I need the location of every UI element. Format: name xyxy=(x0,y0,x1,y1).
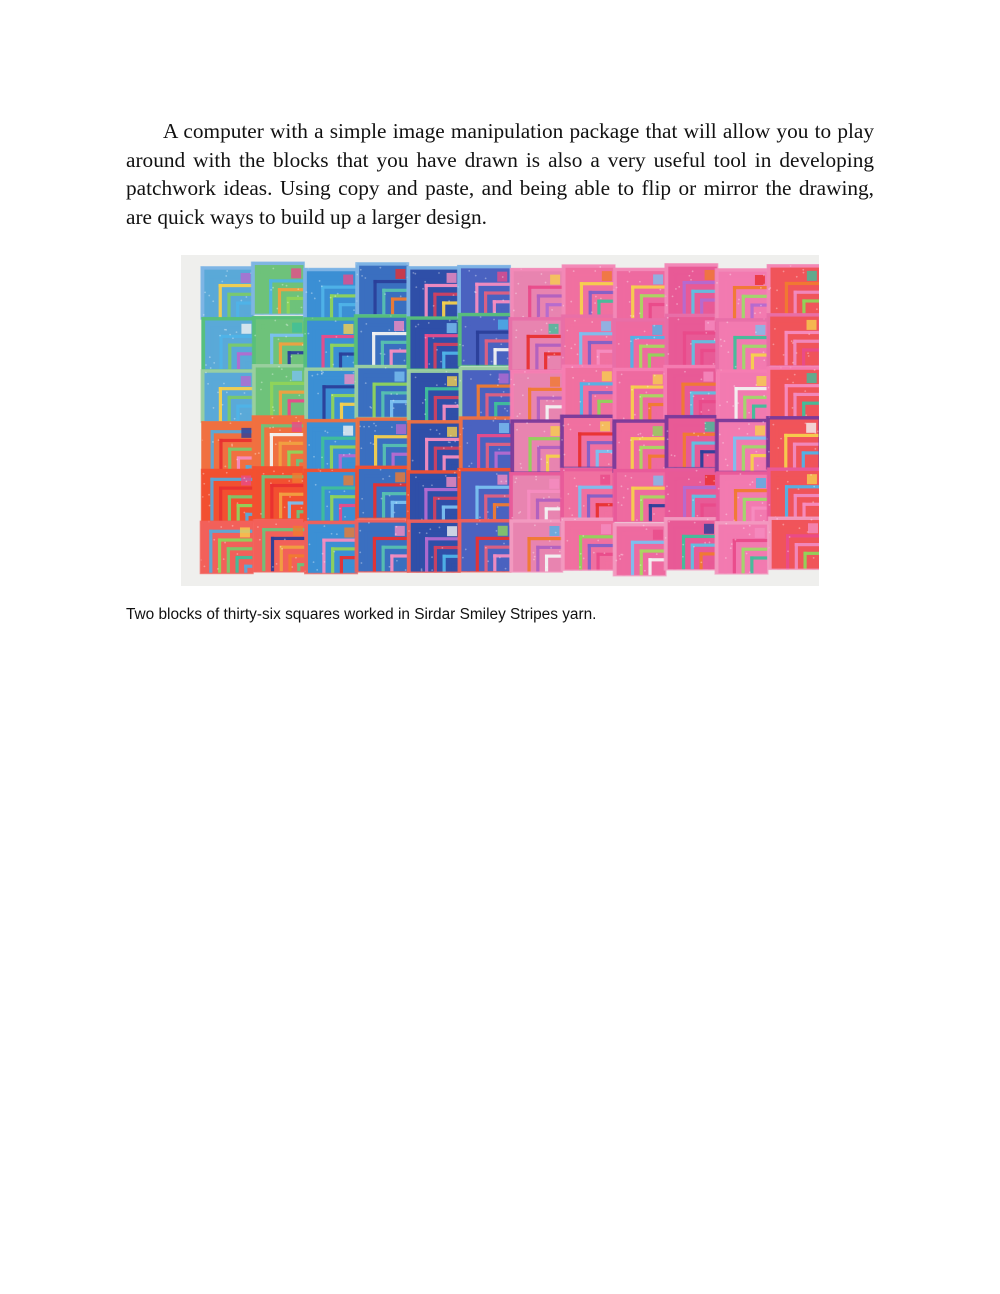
knitted-square xyxy=(457,265,510,318)
knitted-square xyxy=(561,415,614,468)
knitted-square xyxy=(304,469,357,522)
knitted-square xyxy=(613,523,666,576)
knitted-square xyxy=(665,314,718,367)
knitted-square xyxy=(355,519,408,572)
knitted-square xyxy=(665,468,718,521)
knitted-square xyxy=(458,468,511,520)
knitted-square xyxy=(562,365,615,418)
knitted-square xyxy=(767,264,819,317)
knitted-square xyxy=(304,419,357,472)
knitted-square xyxy=(407,470,460,523)
knitted-square xyxy=(716,472,769,525)
knitted-square xyxy=(561,518,614,571)
knitted-square xyxy=(459,367,512,420)
knitted-square xyxy=(716,318,769,371)
knitted-square xyxy=(663,365,716,418)
knitted-square xyxy=(253,316,306,369)
knitted-square xyxy=(613,368,666,421)
knitted-square xyxy=(562,265,615,318)
knitted-square xyxy=(252,416,305,469)
knitted-square xyxy=(562,315,615,368)
patchwork-illustration xyxy=(181,255,819,586)
knitted-square xyxy=(614,469,667,522)
knitted-square xyxy=(200,521,253,574)
knitted-square xyxy=(560,468,613,521)
knitted-square xyxy=(509,317,562,370)
knitted-patchwork-photo xyxy=(181,255,819,586)
knitted-square xyxy=(406,266,459,319)
knitted-square xyxy=(613,318,666,371)
knitted-square xyxy=(355,262,408,315)
knitted-square xyxy=(715,268,768,321)
knitted-square xyxy=(664,517,717,570)
knitted-square xyxy=(355,314,408,367)
knitted-square xyxy=(510,370,563,423)
knitted-square xyxy=(458,519,511,572)
knitted-square xyxy=(716,419,769,472)
knitted-square xyxy=(202,469,255,522)
knitted-square xyxy=(252,262,305,315)
knitted-square xyxy=(408,520,461,573)
body-paragraph: A computer with a simple image manipulation package that will allow you to play around with the blocks that you have drawn is also a very useful tool in developing patchwork ideas. Using copy and paste, and being able to flip or mirror the drawing, are quick ways to build up a larger design. xyxy=(126,119,874,229)
knitted-square xyxy=(253,519,306,572)
knitted-square xyxy=(354,365,407,418)
knitted-square xyxy=(202,317,255,370)
knitted-square xyxy=(511,268,564,321)
knitted-square xyxy=(767,366,819,419)
knitted-square xyxy=(717,369,770,422)
knitted-square xyxy=(613,268,666,321)
knitted-square xyxy=(459,417,512,470)
knitted-square xyxy=(715,521,768,574)
knitted-square xyxy=(510,520,563,573)
knitted-square xyxy=(253,466,306,519)
knitted-square xyxy=(665,415,718,468)
knitted-square xyxy=(767,313,819,366)
knitted-square xyxy=(510,472,562,525)
knitted-square xyxy=(304,268,357,321)
knitted-square xyxy=(304,521,357,574)
knitted-square xyxy=(665,263,718,316)
knitted-square xyxy=(201,370,254,423)
knitted-square xyxy=(407,317,460,370)
knitted-square xyxy=(766,416,819,469)
knitted-square xyxy=(767,468,819,521)
figure-caption: Two blocks of thirty-six squares worked in Sirdar Smiley Stripes yarn. xyxy=(126,606,597,623)
knitted-square xyxy=(305,368,358,421)
knitted-square xyxy=(201,421,254,474)
knitted-square xyxy=(201,266,254,319)
knitted-square xyxy=(356,418,409,471)
knitted-square xyxy=(408,370,461,423)
knitted-square xyxy=(768,517,819,570)
knitted-square xyxy=(511,420,564,473)
knitted-square xyxy=(458,313,511,366)
knitted-square xyxy=(613,420,666,473)
knitted-square xyxy=(304,317,357,370)
knitted-square xyxy=(253,364,306,417)
knitted-square xyxy=(356,466,409,519)
knitted-square xyxy=(408,420,461,473)
